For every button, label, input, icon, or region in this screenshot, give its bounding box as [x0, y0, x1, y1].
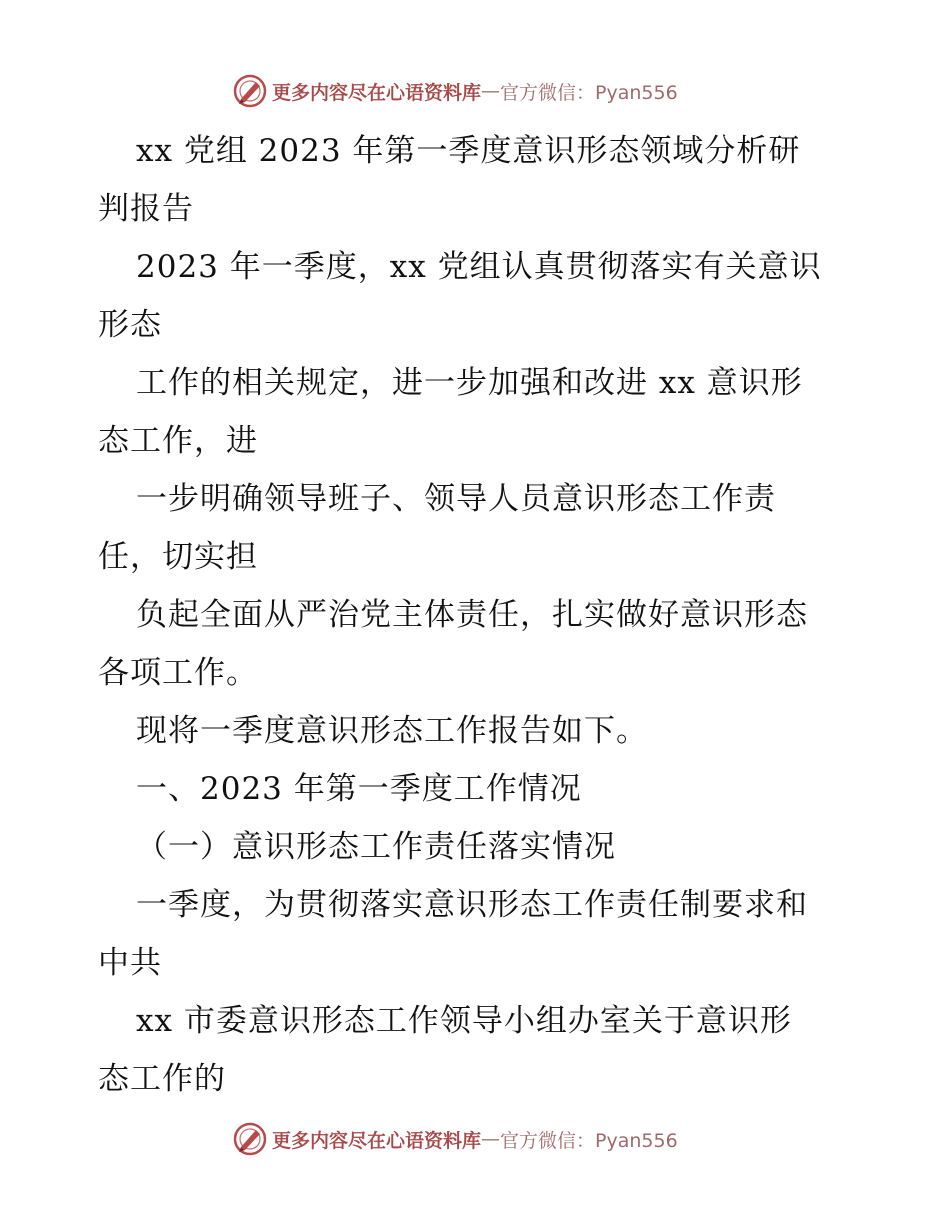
text-line: 一步明确领导班子、领导人员意识形态工作责 — [136, 481, 776, 517]
text-line: 各项工作。 — [98, 655, 258, 691]
text-line: 现将一季度意识形态工作报告如下。 — [136, 713, 648, 749]
watermark-brand: 更多内容尽在心语资料库 — [272, 1129, 482, 1152]
text-line: 负起全面从严治党主体责任，扎实做好意识形态 — [136, 597, 808, 633]
text-line: 判报告 — [98, 191, 194, 227]
watermark-separator: — — [481, 80, 501, 102]
text-line: 中共 — [98, 945, 162, 981]
text-line: 2023 年一季度，xx 党组认真贯彻落实有关意识 — [136, 249, 822, 285]
document-body — [98, 122, 858, 1108]
text-line: 态工作的 — [98, 1061, 226, 1097]
pen-logo-icon — [232, 1121, 268, 1157]
watermark-contact: 官方微信：Pyan556 — [500, 1129, 678, 1152]
text-line: 工作的相关规定，进一步加强和改进 xx 意识形 — [136, 365, 803, 401]
subsection-heading: （一）意识形态工作责任落实情况 — [136, 829, 616, 865]
watermark-separator: — — [481, 1128, 501, 1150]
pen-logo-icon — [232, 73, 268, 109]
text-line: xx 市委意识形态工作领导小组办室关于意识形 — [136, 1003, 792, 1039]
text-line: 一季度，为贯彻落实意识形态工作责任制要求和 — [136, 887, 808, 923]
text-line: 形态 — [98, 307, 162, 343]
watermark-contact: 官方微信：Pyan556 — [500, 81, 678, 104]
text-line: 任，切实担 — [98, 539, 258, 575]
watermark-header — [232, 72, 678, 110]
text-line: 态工作，进 — [98, 423, 258, 459]
watermark-brand: 更多内容尽在心语资料库 — [272, 81, 482, 104]
section-heading: 一、2023 年第一季度工作情况 — [136, 771, 582, 807]
text-line: xx 党组 2023 年第一季度意识形态领域分析研 — [136, 133, 801, 169]
watermark-footer — [232, 1120, 678, 1158]
